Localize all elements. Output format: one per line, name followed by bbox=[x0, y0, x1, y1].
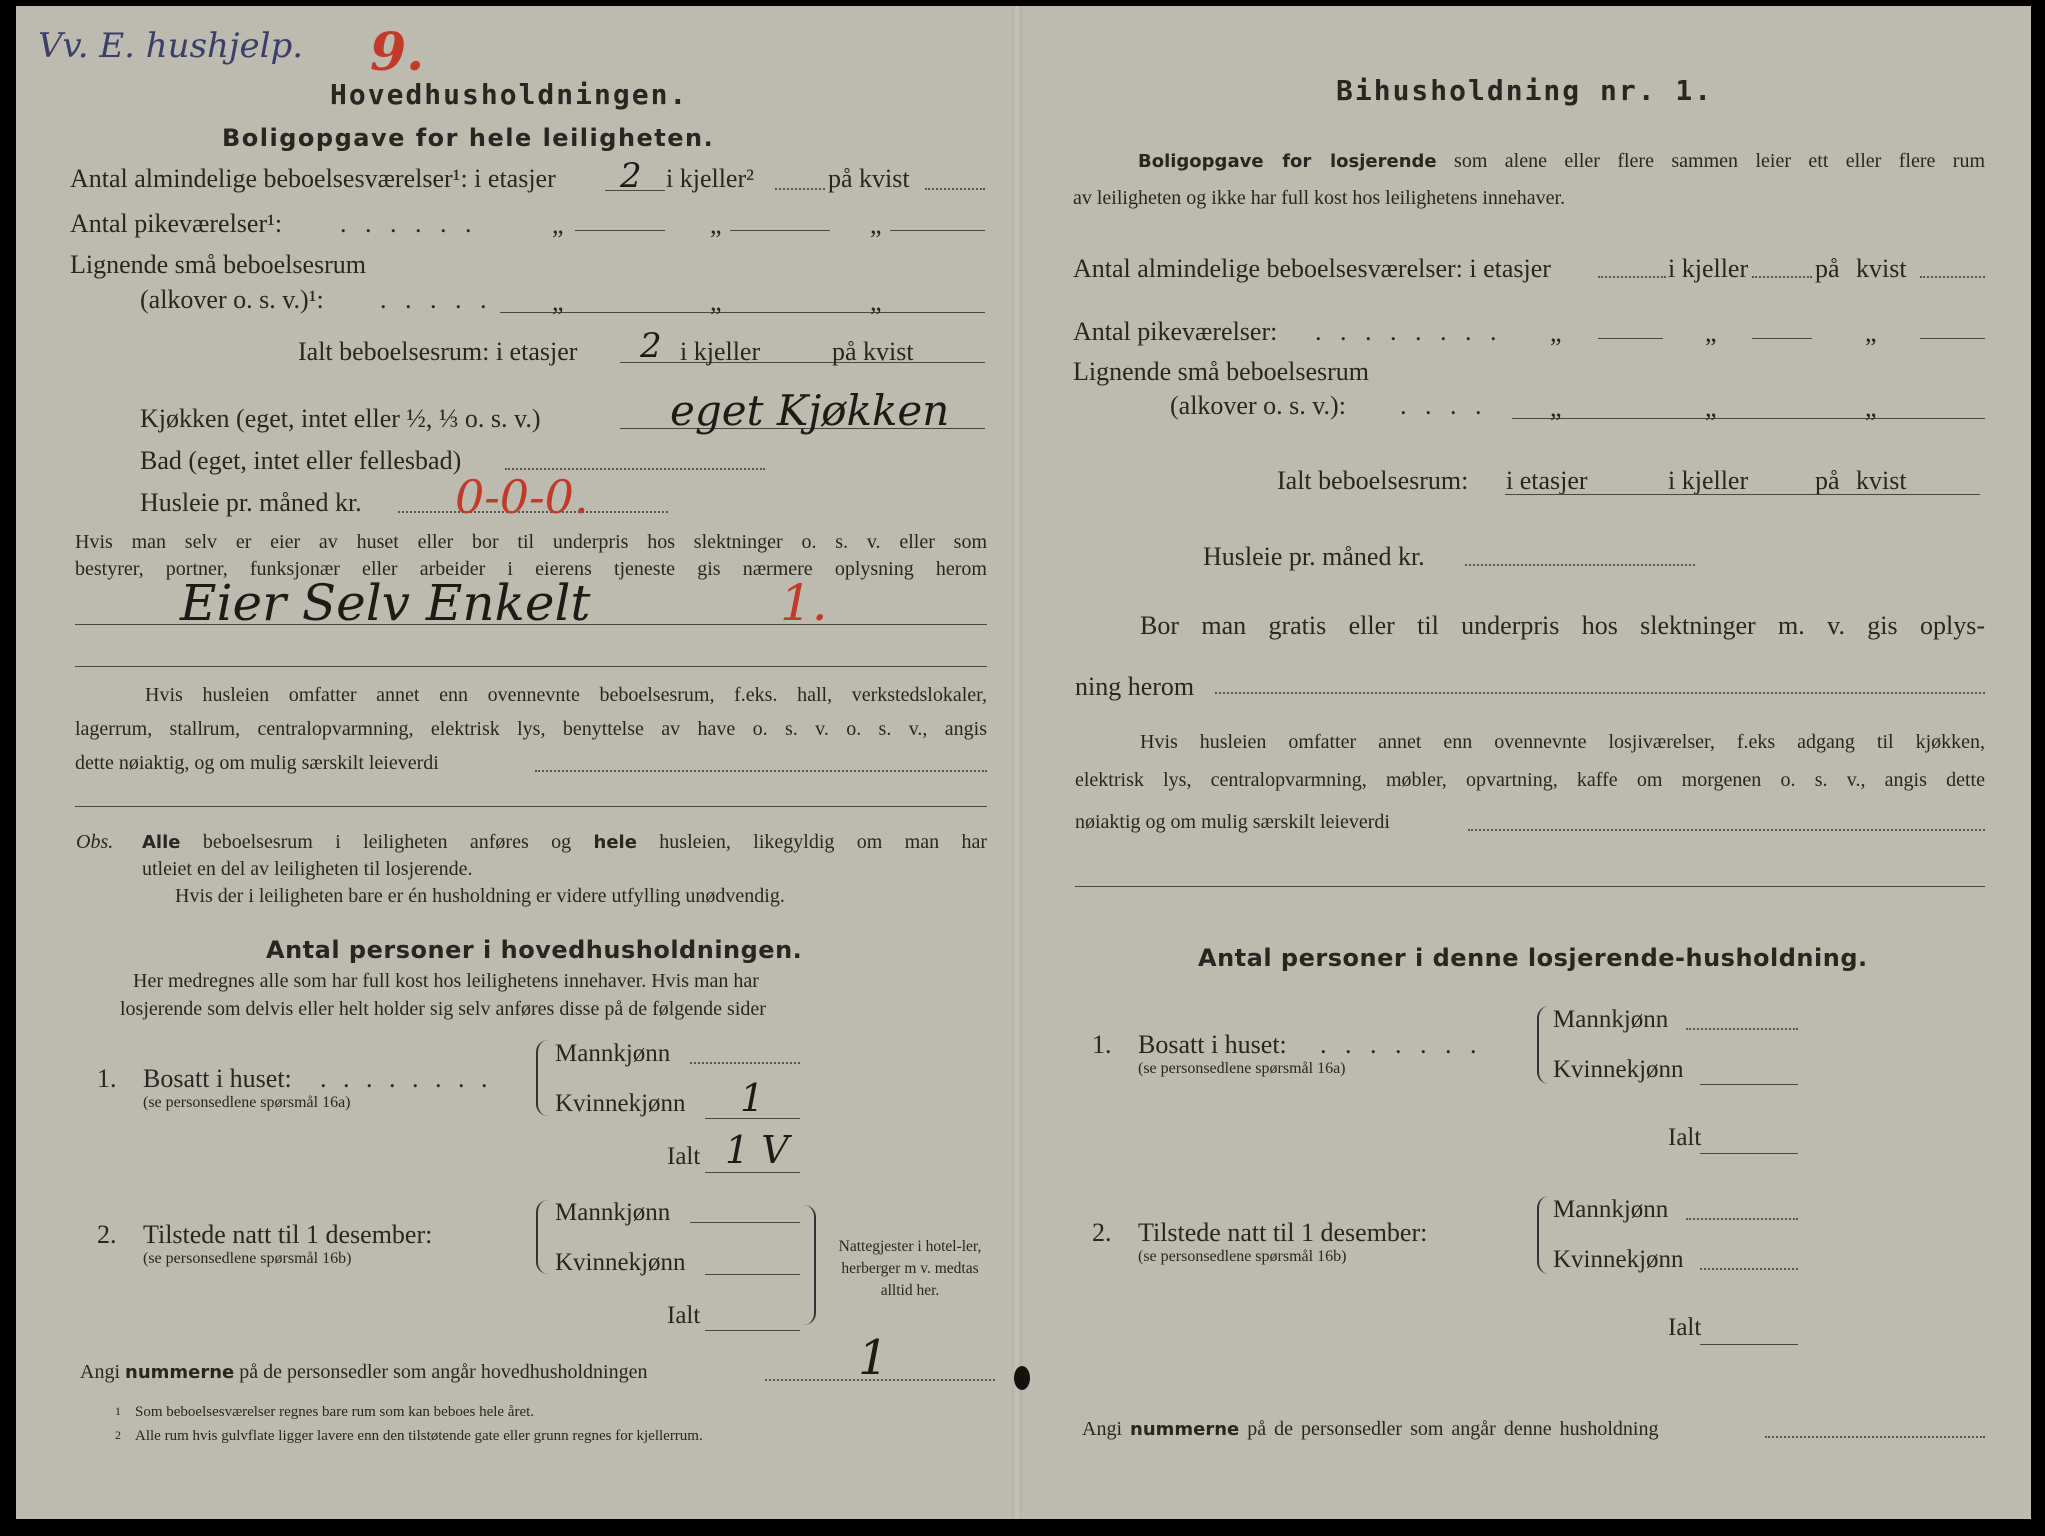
right-angi-field[interactable] bbox=[1765, 1436, 1985, 1438]
right-husleie-field[interactable] bbox=[1465, 564, 1695, 566]
persons-title: Antal personer i hovedhusholdningen. bbox=[266, 936, 803, 964]
eier-text-2: bestyrer, portner, funksjonær eller arbeider i eierens tjeneste gis nærmere oplysning herom bbox=[75, 558, 987, 580]
right-kvist-label: på kvist bbox=[1815, 254, 1907, 283]
q2-ialt-label: Ialt bbox=[667, 1302, 701, 1329]
right-husleie-label: Husleie pr. måned kr. bbox=[1203, 542, 1425, 571]
q1-number: 1. bbox=[97, 1064, 117, 1093]
q1-kvinne-value: 1 bbox=[740, 1076, 765, 1120]
footnote-2: Alle rum hvis gulvflate ligger lavere enn den tilstøtende gate eller grunn regnes for kjellerrum. bbox=[135, 1428, 703, 1444]
right-q2-number: 2. bbox=[1092, 1218, 1112, 1247]
right-ialt-label: Ialt beboelsesrum: bbox=[1277, 466, 1469, 495]
right-ialt-kjeller-label: i kjeller bbox=[1668, 466, 1749, 495]
right-pike-ditto-1: „ bbox=[1550, 318, 1562, 347]
q1-ialt-value: 1 V bbox=[725, 1128, 789, 1172]
husleie-label: Husleie pr. måned kr. bbox=[140, 488, 362, 517]
right-q2-ialt-label: Ialt bbox=[1668, 1314, 1702, 1341]
right-q1-number: 1. bbox=[1092, 1030, 1112, 1059]
right-ialt-field[interactable] bbox=[1505, 494, 1980, 495]
q2-ialt-field[interactable] bbox=[705, 1330, 800, 1331]
obs-text-1d: husleien, likegyldig om man har bbox=[659, 831, 988, 853]
kjokken-value: eget Kjøkken bbox=[670, 386, 950, 435]
corner-number: 9. bbox=[370, 22, 425, 83]
right-alkove-ditto-2: „ bbox=[1705, 393, 1717, 422]
right-q1-dots: . . . . . . . bbox=[1320, 1030, 1483, 1059]
q2-note: Nattegjester i hotel-ler, herberger m v. medtas alltid her. bbox=[838, 1238, 982, 1299]
right-pike-field-1[interactable] bbox=[1598, 338, 1663, 339]
angi-label-a: Angi bbox=[80, 1361, 120, 1383]
q1-dots: . . . . . . . . bbox=[320, 1064, 493, 1093]
footnote-2-mark: 2 bbox=[115, 1428, 121, 1442]
right-ialt-etasjer-label: i etasjer bbox=[1506, 466, 1588, 495]
corner-note: Vv. E. hushjelp. bbox=[38, 26, 304, 66]
right-intro-text-2: av leiligheten og ikke har full kost hos leilighetens innehaver. bbox=[1073, 187, 1566, 209]
right-angi-label-c: på de personsedler som angår denne husholdning bbox=[1247, 1418, 1659, 1440]
page-title: Hovedhusholdningen. bbox=[330, 78, 689, 111]
husleie-value: 0-0-0. bbox=[455, 470, 589, 524]
right-q1-mann-field[interactable] bbox=[1686, 1028, 1798, 1030]
q1-ialt-label: Ialt bbox=[667, 1143, 701, 1170]
right-alkove-field[interactable] bbox=[1512, 418, 1985, 419]
ialt-rooms-label: Ialt beboelsesrum: i etasjer bbox=[298, 337, 578, 366]
pike-field-3[interactable] bbox=[890, 230, 985, 231]
ialt-kvist-label: på kvist bbox=[832, 337, 914, 366]
right-kvist-field[interactable] bbox=[1920, 276, 1985, 278]
angi-label-b: nummerne bbox=[125, 1362, 235, 1383]
pike-field-1[interactable] bbox=[575, 230, 665, 231]
obs-text-3: Hvis der i leiligheten bare er én husholdning er videre utfylling unødvendig. bbox=[175, 885, 785, 907]
ialt-kjeller-label: i kjeller bbox=[680, 337, 761, 366]
right-omfatter-text-3: nøiaktig og om mulig særskilt leieverdi bbox=[1075, 811, 1390, 833]
omfatter-text-1: Hvis husleien omfatter annet enn ovennevnte beboelsesrum, f.eks. hall, verkstedslokaler, bbox=[145, 684, 987, 706]
q1-kvinne-label: Kvinnekjønn bbox=[555, 1090, 686, 1117]
alkove-ditto-2: „ bbox=[710, 287, 722, 316]
right-q2-brace bbox=[1537, 1196, 1553, 1274]
right-angi-label-a: Angi bbox=[1082, 1418, 1122, 1440]
right-q2-mann-label: Mannkjønn bbox=[1553, 1196, 1669, 1223]
alkove-field[interactable] bbox=[500, 312, 985, 313]
right-alkove-label-b: (alkover o. s. v.): bbox=[1170, 391, 1346, 420]
q2-kvinne-label: Kvinnekjønn bbox=[555, 1249, 686, 1276]
right-persons-title: Antal personer i denne losjerende-husholdning. bbox=[1198, 944, 1868, 972]
alkove-ditto-1: „ bbox=[552, 287, 564, 316]
right-bor-text-1: Bor man gratis eller til underpris hos slektninger m. v. gis oplys- bbox=[1140, 611, 1985, 640]
obs-text-1b: beboelsesrum i leiligheten anføres og bbox=[202, 831, 572, 853]
ialt-etasjer-value: 2 bbox=[640, 326, 662, 366]
kvist-field[interactable] bbox=[925, 188, 985, 190]
right-q1-label: Bosatt i huset: bbox=[1138, 1030, 1287, 1059]
ink-blot bbox=[1014, 1366, 1030, 1390]
right-intro-text: som alene eller flere sammen leier ett eller flere rum bbox=[1454, 150, 1986, 172]
right-page-title: Bihusholdning nr. 1. bbox=[1336, 74, 1714, 107]
right-bor-field[interactable] bbox=[1215, 692, 1985, 694]
right-ialt-kvist-label: på kvist bbox=[1815, 466, 1907, 495]
pike-dots: . . . . . . bbox=[340, 209, 478, 238]
omfatter-text-3: dette nøiaktig, og om mulig særskilt leieverdi bbox=[75, 752, 439, 774]
right-alkove-label-a: Lignende små beboelsesrum bbox=[1073, 357, 1370, 386]
right-q1-kvinne-field[interactable] bbox=[1700, 1084, 1798, 1085]
persons-text-2: losjerende som delvis eller helt holder sig selv anføres disse på de følgende sider bbox=[120, 998, 766, 1020]
eier-number: 1. bbox=[780, 574, 828, 632]
q1-sub: (se personsedlene spørsmål 16a) bbox=[143, 1094, 351, 1111]
right-angi-label-b: nummerne bbox=[1130, 1419, 1240, 1440]
right-alkove-ditto-1: „ bbox=[1550, 393, 1562, 422]
ialt-rooms-field[interactable] bbox=[620, 362, 985, 363]
right-q2-label: Tilstede natt til 1 desember: bbox=[1138, 1218, 1428, 1247]
q2-mann-label: Mannkjønn bbox=[555, 1199, 671, 1226]
right-q1-mann-label: Mannkjønn bbox=[1553, 1006, 1669, 1033]
right-pike-ditto-2: „ bbox=[1705, 318, 1717, 347]
right-intro-bold: Boligopgave for losjerende bbox=[1138, 151, 1437, 172]
obs-hele: hele bbox=[593, 832, 637, 853]
q2-kvinne-field[interactable] bbox=[705, 1274, 800, 1275]
bad-label: Bad (eget, intet eller fellesbad) bbox=[140, 446, 462, 475]
omfatter-field-1[interactable] bbox=[535, 770, 987, 772]
q1-ialt-field[interactable] bbox=[705, 1172, 800, 1173]
q1-mann-label: Mannkjønn bbox=[555, 1040, 671, 1067]
q2-mann-field[interactable] bbox=[690, 1222, 800, 1223]
omfatter-text-2: lagerrum, stallrum, centralopvarmning, elektrisk lys, benyttelse av have o. s. v. o. s. v., angis bbox=[75, 718, 987, 740]
pike-ditto-1: „ bbox=[552, 210, 564, 239]
persons-text-1: Her medregnes alle som har full kost hos leilighetens innehaver. Hvis man har bbox=[133, 970, 759, 992]
right-rooms-label: Antal almindelige beboelsesværelser: i etasjer bbox=[1073, 254, 1551, 283]
right-q1-ialt-label: Ialt bbox=[1668, 1124, 1702, 1151]
page-fold bbox=[1012, 6, 1022, 1519]
right-omfatter-text-2: elektrisk lys, centralopvarmning, møbler, opvartning, kaffe om morgenen o. s. v., angis dette bbox=[1075, 769, 1985, 791]
eier-field-2[interactable] bbox=[75, 666, 987, 667]
q1-label: Bosatt i huset: bbox=[143, 1064, 292, 1093]
pike-ditto-3: „ bbox=[870, 210, 882, 239]
right-q2-mann-field[interactable] bbox=[1686, 1218, 1798, 1220]
etasjer-value: 2 bbox=[620, 156, 642, 196]
right-etasjer-field[interactable] bbox=[1598, 276, 1666, 278]
q2-brace-left bbox=[536, 1200, 552, 1274]
right-q1-sub: (se personsedlene spørsmål 16a) bbox=[1138, 1060, 1346, 1077]
q2-number: 2. bbox=[97, 1220, 117, 1249]
footnote-1: Som beboelsesværelser regnes bare rum som kan beboes hele året. bbox=[135, 1404, 535, 1420]
q1-mann-field[interactable] bbox=[690, 1062, 800, 1064]
eier-field-1[interactable] bbox=[75, 624, 987, 625]
right-q1-kvinne-label: Kvinnekjønn bbox=[1553, 1056, 1684, 1083]
right-q2-kvinne-label: Kvinnekjønn bbox=[1553, 1246, 1684, 1273]
q2-label: Tilstede natt til 1 desember: bbox=[143, 1220, 433, 1249]
angi-value: 1 bbox=[858, 1330, 889, 1386]
right-alkove-ditto-3: „ bbox=[1865, 393, 1877, 422]
q2-brace-right bbox=[800, 1205, 816, 1325]
kjokken-label: Kjøkken (eget, intet eller ½, ⅓ o. s. v.) bbox=[140, 404, 541, 433]
obs-text-2: utleiet en del av leiligheten til losjerende. bbox=[142, 858, 473, 880]
pike-ditto-2: „ bbox=[710, 210, 722, 239]
right-q1-ialt-field[interactable] bbox=[1700, 1153, 1798, 1154]
angi-label-c: på de personsedler som angår hovedhusholdningen bbox=[239, 1361, 648, 1383]
right-alkove-dots: . . . . bbox=[1400, 391, 1488, 420]
q1-brace bbox=[536, 1040, 552, 1116]
eier-value: Eier Selv Enkelt bbox=[180, 574, 591, 632]
right-pike-field-3[interactable] bbox=[1920, 338, 1985, 339]
right-omfatter-field-2[interactable] bbox=[1075, 886, 1985, 887]
kjeller-label: i kjeller² bbox=[666, 164, 754, 193]
footnote-1-mark: 1 bbox=[115, 1404, 121, 1418]
omfatter-field-2[interactable] bbox=[75, 806, 987, 807]
right-q1-brace bbox=[1537, 1006, 1553, 1084]
alkove-label-b: (alkover o. s. v.)¹: bbox=[140, 285, 324, 314]
right-omfatter-field-1[interactable] bbox=[1468, 829, 1985, 831]
right-bor-text-2: ning herom bbox=[1075, 672, 1195, 701]
obs-label: Obs. bbox=[76, 831, 114, 853]
q2-sub: (se personsedlene spørsmål 16b) bbox=[143, 1250, 352, 1267]
right-q2-sub: (se personsedlene spørsmål 16b) bbox=[1138, 1248, 1347, 1265]
alkove-label-a: Lignende små beboelsesrum bbox=[70, 250, 367, 279]
right-q2-ialt-field[interactable] bbox=[1700, 1344, 1798, 1345]
rooms-label: Antal almindelige beboelsesværelser¹: i etasjer bbox=[70, 164, 556, 193]
alkove-ditto-3: „ bbox=[870, 287, 882, 316]
obs-alle: Alle bbox=[142, 832, 181, 853]
right-kjeller-field[interactable] bbox=[1752, 276, 1812, 278]
right-pike-dots: . . . . . . . . bbox=[1315, 317, 1503, 346]
alkove-dots: . . . . . bbox=[380, 285, 493, 314]
right-pike-ditto-3: „ bbox=[1865, 318, 1877, 347]
right-pike-label: Antal pikeværelser: bbox=[1073, 317, 1278, 346]
pike-label: Antal pikeværelser¹: bbox=[70, 209, 283, 238]
kvist-label: på kvist bbox=[828, 164, 910, 193]
kjeller-field[interactable] bbox=[775, 188, 825, 190]
right-omfatter-text-1: Hvis husleien omfatter annet enn ovennevnte losjiværelser, f.eks adgang til kjøkken, bbox=[1140, 731, 1985, 753]
pike-field-2[interactable] bbox=[730, 230, 830, 231]
right-kjeller-label: i kjeller bbox=[1668, 254, 1749, 283]
eier-text-1: Hvis man selv er eier av huset eller bor til underpris hos slektninger o. s. v. eller som bbox=[75, 531, 987, 553]
right-q2-kvinne-field[interactable] bbox=[1700, 1268, 1798, 1270]
right-pike-field-2[interactable] bbox=[1752, 338, 1812, 339]
page-subtitle: Boligopgave for hele leiligheten. bbox=[222, 124, 715, 152]
